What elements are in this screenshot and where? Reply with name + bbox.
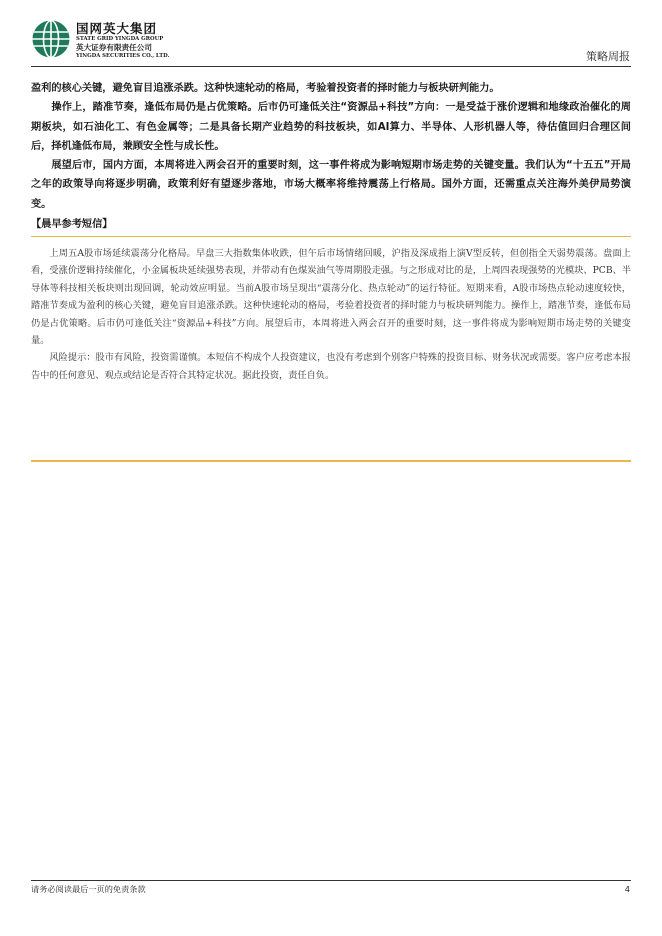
company-logo [31, 19, 251, 59]
document-type: 策略周报 [586, 50, 630, 63]
section-title: 【晨早参考短信】 [31, 219, 113, 230]
globe-logo-icon [31, 19, 71, 59]
body-paragraph: 上周五A股市场延续震荡分化格局。早盘三大指数集体收跌，但午后市场情绪回暖，沪指及深成指上演V型反转，但创指全天弱势震荡。盘面上看，受涨价逻辑持续催化，小金属板块延续强势表现，并带动有色煤炭油气等周期股走强。与之形成对比的是，上周四表现强势的光模块、PCB、半导体等科技相关板块则出现回调，轮动效应明显。当前A股市场呈现出“震荡分化、热点轮动”的运行特征。短期来看，A股市场热点轮动速度较快，踏准节奏成为盈利的核心关键，避免盲目追涨杀跌。这种快速轮动的格局，考验着投资者的择时能力与板块研判能力。操作上，踏准节奏，逢低布局仍是占优策略。后市仍可逢低关注“资源品+科技”方向。展望后市，本周将进入两会召开的重要时刻，这一事件将成为影响短期市场走势的关键变量。 [31, 248, 631, 347]
company-group-name-en: STATE GRID YINGDA GROUP [76, 36, 164, 42]
section-bottom-divider [31, 460, 631, 462]
summary-paragraph: 展望后市，国内方面，本周将进入两会召开的重要时刻，这一事件将成为影响短期市场走势的关键变量。我们认为“十五五”开局之年的政策导向将逐步明确，政策利好有望逐步落地，市场大概率将维持震荡上行格局。国外方面，还需重点关注海外美伊局势演变。 [31, 160, 631, 210]
company-name-en: YINGDA SECURITIES CO., LTD. [76, 53, 170, 59]
morning-note-body [31, 245, 631, 384]
risk-disclaimer: 风险提示：股市有风险，投资需谨慎。本短信不构成个人投资建议，也没有考虑到个别客户特殊的投资目标、财务状况或需要。客户应考虑本报告中的任何意见、观点或结论是否符合其特定状况。据此投资，责任自负。 [31, 352, 631, 381]
section-divider [31, 236, 631, 237]
company-group-name-cn: 国网英大集团 [76, 21, 158, 36]
header-divider [31, 66, 631, 67]
summary-paragraph: 盈利的核心关键，避免盲目追涨杀跌。这种快速轮动的格局，考验着投资者的择时能力与板块研判能力。 [31, 83, 500, 94]
footer-disclaimer-note: 请务必阅读最后一页的免责条款 [31, 884, 146, 894]
summary-section [31, 79, 631, 214]
page-number: 4 [624, 884, 630, 894]
summary-paragraph: 操作上，踏准节奏，逢低布局仍是占优策略。后市仍可逢低关注“资源品+科技”方向：一是受益于涨价逻辑和地缘政治催化的周期板块，如石油化工、有色金属等；二是具备长期产业趋势的科技板块，如AI算力、半导体、人形机器人等，待估值回归合理区间后，择机逢低布局，兼顾安全性与成长性。 [31, 102, 631, 152]
company-name-cn: 英大证券有限责任公司 [76, 43, 152, 52]
footer-divider [31, 880, 631, 881]
